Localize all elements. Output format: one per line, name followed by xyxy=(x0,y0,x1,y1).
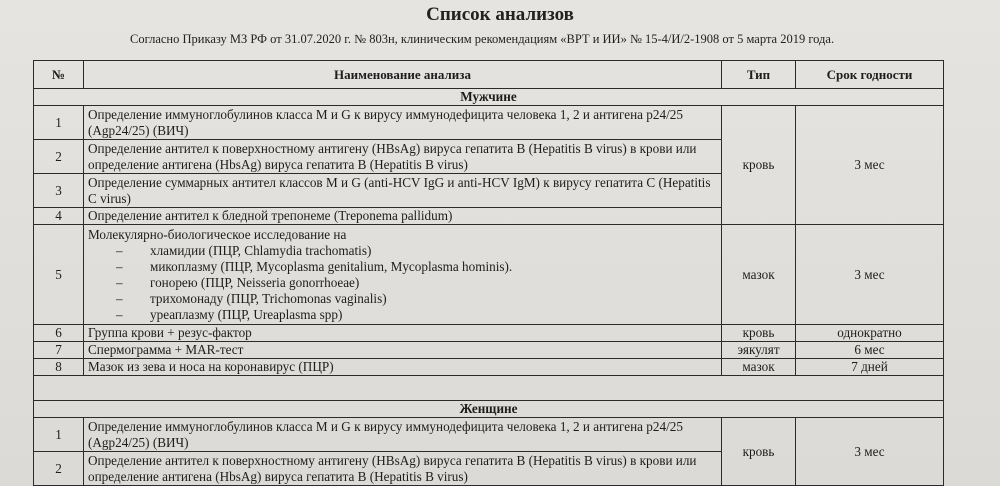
analysis-name: Группа крови + резус-фактор xyxy=(84,325,722,342)
row-number: 1 xyxy=(34,106,84,140)
list-item: – микоплазму (ПЦР, Mycoplasma genitalium, Mycoplasma hominis). xyxy=(116,258,513,274)
row-number: 3 xyxy=(34,174,84,208)
column-header-shelf-life: Срок годности xyxy=(796,61,944,89)
list-item: – хламидии (ПЦР, Chlamydia trachomatis) xyxy=(116,242,372,258)
analysis-name: Спермограмма + MAR-тест xyxy=(84,342,722,359)
list-item: – уреаплазму (ПЦР, Ureaplasma spp) xyxy=(116,306,343,322)
analyses-table xyxy=(33,60,944,486)
shelf-life: 6 мес xyxy=(796,342,944,359)
shelf-life: однократно xyxy=(796,325,944,342)
row-number: 2 xyxy=(34,140,84,174)
section-row-men xyxy=(34,89,944,106)
analysis-intro: Молекулярно-биологическое исследование на xyxy=(88,226,347,242)
sample-type: кровь xyxy=(722,106,796,225)
section-title-women: Женщине xyxy=(34,401,944,418)
spacer-row xyxy=(34,376,944,401)
analysis-name xyxy=(84,225,722,325)
row-number: 4 xyxy=(34,208,84,225)
row-number: 5 xyxy=(34,225,84,325)
sample-type: эякулят xyxy=(722,342,796,359)
row-number: 7 xyxy=(34,342,84,359)
table-row xyxy=(34,106,944,140)
analysis-name: Мазок из зева и носа на коронавирус (ПЦР) xyxy=(84,359,722,376)
page-title: Список анализов xyxy=(426,4,574,25)
table-row xyxy=(34,225,944,325)
analysis-name: Определение антител к поверхностному антигену (HBsAg) вируса гепатита В (Hepatitis B virus) в крови или определение антигена (HbsAg) вируса гепатита В (Hepatitis B virus) xyxy=(84,452,722,486)
shelf-life: 7 дней xyxy=(796,359,944,376)
shelf-life: 3 мес xyxy=(796,106,944,225)
section-title-men: Мужчине xyxy=(34,89,944,106)
sample-type: кровь xyxy=(722,325,796,342)
table-row xyxy=(34,359,944,376)
row-number: 8 xyxy=(34,359,84,376)
table-row xyxy=(34,418,944,452)
list-item: – гонорею (ПЦР, Neisseria gonorrhoeae) xyxy=(116,274,360,290)
table-row xyxy=(34,342,944,359)
list-item: – трихомонаду (ПЦР, Trichomonas vaginalis) xyxy=(116,290,387,306)
column-header-type: Тип xyxy=(722,61,796,89)
analysis-name: Определение иммуноглобулинов класса M и G к вирусу иммунодефицита человека 1, 2 и антигена p24/25 (Agp24/25) (ВИЧ) xyxy=(84,106,722,140)
shelf-life: 3 мес xyxy=(796,418,944,486)
row-number: 2 xyxy=(34,452,84,486)
analysis-name: Определение иммуноглобулинов класса M и G к вирусу иммунодефицита человека 1, 2 и антигена p24/25 (Agp24/25) (ВИЧ) xyxy=(84,418,722,452)
section-row-women xyxy=(34,401,944,418)
analysis-name: Определение суммарных антител классов M и G (anti-HCV IgG и anti-HCV IgM) к вирусу гепатита С (Hepatitis C virus) xyxy=(84,174,722,208)
analysis-name: Определение антител к бледной трепонеме (Treponema pallidum) xyxy=(84,208,722,225)
column-header-name: Наименование анализа xyxy=(84,61,722,89)
analysis-name: Определение антител к поверхностному антигену (HBsAg) вируса гепатита В (Hepatitis B virus) в крови или определение антигена (HbsAg) вируса гепатита В (Hepatitis B virus) xyxy=(84,140,722,174)
column-header-num: № xyxy=(34,61,84,89)
sample-type: мазок xyxy=(722,359,796,376)
sample-type: кровь xyxy=(722,418,796,486)
sample-type: мазок xyxy=(722,225,796,325)
page-subtitle: Согласно Приказу МЗ РФ от 31.07.2020 г. № 803н, клиническим рекомендациям «ВРТ и ИИ» № 15-4/И/2-1908 от 5 марта 2019 года. xyxy=(130,32,835,46)
table-header-row xyxy=(34,61,944,89)
row-number: 6 xyxy=(34,325,84,342)
table-gap xyxy=(34,376,944,401)
table-row xyxy=(34,325,944,342)
shelf-life: 3 мес xyxy=(796,225,944,325)
row-number: 1 xyxy=(34,418,84,452)
